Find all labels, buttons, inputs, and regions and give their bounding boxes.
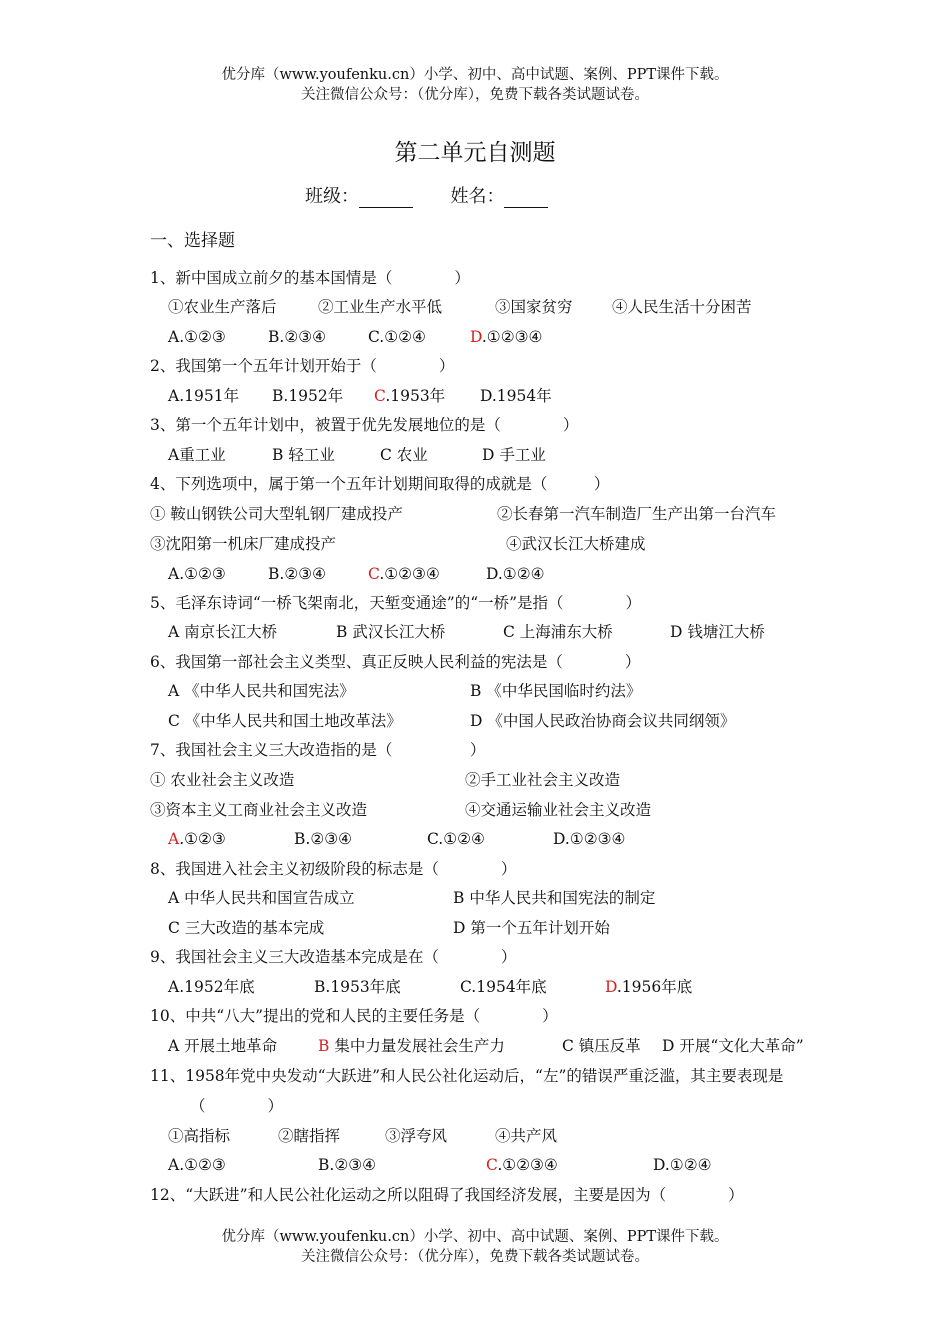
question-11-stem-continued: （ ） xyxy=(190,1097,284,1115)
class-blank[interactable] xyxy=(359,189,413,208)
answer-mark: D xyxy=(605,978,617,996)
page-title: 第二单元自测题 xyxy=(394,140,556,166)
q1-item: ①农业生产落后 xyxy=(168,298,277,316)
header-line-2: 关注微信公众号：（优分库），免费下载各类试题试卷。 xyxy=(301,87,649,103)
question-11-items xyxy=(0,1126,950,1146)
q11-item: ①高指标 xyxy=(168,1127,231,1145)
option-a[interactable]: A 《中华人民共和国宪法》 xyxy=(168,682,355,700)
option-c[interactable]: C.①②④ xyxy=(368,328,426,346)
q4-item-1: ① 鞍山钢铁公司大型轧钢厂建成投产 xyxy=(150,505,403,523)
q11-item: ②瞎指挥 xyxy=(278,1127,341,1145)
option-d[interactable]: D.①②④ xyxy=(653,1156,712,1174)
question-6-options-cd xyxy=(0,711,950,731)
option-d[interactable]: D 《中国人民政治协商会议共同纲领》 xyxy=(470,712,736,730)
option-c[interactable]: C 镇压反革 xyxy=(562,1037,641,1055)
option-d[interactable]: D.①②④ xyxy=(486,565,545,583)
answer-mark: D xyxy=(470,328,482,346)
question-9-stem: 9、我国社会主义三大改造基本完成是在（ ） xyxy=(150,948,517,966)
question-10-stem: 10、中共“八大”提出的党和人民的主要任务是（ ） xyxy=(150,1007,558,1025)
option-b[interactable]: B.1953年底 xyxy=(314,978,401,996)
option-d[interactable]: D 开展“文化大革命” xyxy=(662,1037,804,1055)
answer-mark: B xyxy=(318,1037,330,1055)
class-name-row xyxy=(305,182,548,208)
question-6-options-ab xyxy=(0,681,950,701)
section-heading: 一、选择题 xyxy=(150,231,235,251)
q7-item-2: ②手工业社会主义改造 xyxy=(465,771,621,789)
option-c[interactable]: C.1954年底 xyxy=(460,978,547,996)
option-c[interactable]: C.①②③④ xyxy=(486,1156,558,1174)
class-label: 班级： xyxy=(305,186,359,207)
q4-item-2: ②长春第一汽车制造厂生产出第一台汽车 xyxy=(497,505,777,523)
option-d[interactable]: D 第一个五年计划开始 xyxy=(453,919,610,937)
question-6-stem: 6、我国第一部社会主义类型、真正反映人民利益的宪法是（ ） xyxy=(150,653,641,671)
question-5-stem: 5、毛泽东诗词“一桥飞架南北，天堑变通途”的“一桥”是指（ ） xyxy=(150,594,642,612)
question-2-options xyxy=(0,386,950,406)
question-10-options xyxy=(0,1036,950,1056)
question-5-options xyxy=(0,622,950,642)
footer-line-2: 关注微信公众号：（优分库），免费下载各类试题试卷。 xyxy=(301,1249,649,1265)
option-b[interactable]: B 集中力量发展社会生产力 xyxy=(318,1037,505,1055)
answer-mark: C xyxy=(486,1156,498,1174)
option-a[interactable]: A.①②③ xyxy=(168,1156,226,1174)
option-a[interactable]: A.1952年底 xyxy=(168,978,255,996)
option-b[interactable]: B.②③④ xyxy=(268,565,327,583)
question-1-stem: 1、新中国成立前夕的基本国情是（ ） xyxy=(150,269,470,287)
question-7-options xyxy=(0,829,950,849)
option-b[interactable]: B 轻工业 xyxy=(272,446,335,464)
option-c[interactable]: C 《中华人民共和国土地改革法》 xyxy=(168,712,402,730)
question-1-options xyxy=(0,327,950,347)
option-c[interactable]: C 农业 xyxy=(380,446,428,464)
answer-mark: C xyxy=(374,387,386,405)
q7-item-1: ① 农业社会主义改造 xyxy=(150,771,295,789)
q1-item: ④人民生活十分困苦 xyxy=(612,298,752,316)
option-b[interactable]: B.②③④ xyxy=(318,1156,377,1174)
q11-item: ③浮夸风 xyxy=(385,1127,448,1145)
question-11-options xyxy=(0,1155,950,1175)
question-11-stem: 11、1958年党中央发动“大跃进”和人民公社化运动后，“左”的错误严重泛滥，其主要表现是 xyxy=(150,1067,784,1085)
question-12-stem: 12、“大跃进”和人民公社化运动之所以阻碍了我国经济发展，主要是因为（ ） xyxy=(150,1186,744,1204)
option-a[interactable]: A.①②③ xyxy=(168,830,226,848)
question-7-stem: 7、我国社会主义三大改造指的是（ ） xyxy=(150,741,486,759)
question-8-options-ab xyxy=(0,888,950,908)
option-c[interactable]: C 三大改造的基本完成 xyxy=(168,919,325,937)
option-a[interactable]: A重工业 xyxy=(168,446,226,464)
option-d[interactable]: D.①②③④ xyxy=(470,328,543,346)
option-a[interactable]: A 开展土地革命 xyxy=(168,1037,278,1055)
option-b[interactable]: B.②③④ xyxy=(268,328,327,346)
question-4-stem: 4、下列选项中，属于第一个五年计划期间取得的成就是（ ） xyxy=(150,475,610,493)
option-d[interactable]: D.①②③④ xyxy=(553,830,626,848)
option-d[interactable]: D.1956年底 xyxy=(605,978,693,996)
option-a[interactable]: A.①②③ xyxy=(168,328,226,346)
question-4-options xyxy=(0,564,950,584)
q11-item: ④共产风 xyxy=(495,1127,558,1145)
option-b[interactable]: B.②③④ xyxy=(294,830,353,848)
footer-line-1: 优分库（www.youfenku.cn）小学、初中、高中试题、案例、PPT课件下载。 xyxy=(221,1229,729,1245)
option-c[interactable]: C.1953年 xyxy=(374,387,446,405)
question-9-options xyxy=(0,977,950,997)
q7-item-4: ④交通运输业社会主义改造 xyxy=(465,801,652,819)
q4-item-4: ④武汉长江大桥建成 xyxy=(506,535,646,553)
q7-item-3: ③资本主义工商业社会主义改造 xyxy=(150,801,368,819)
question-8-stem: 8、我国进入社会主义初级阶段的标志是（ ） xyxy=(150,860,517,878)
option-a[interactable]: A 南京长江大桥 xyxy=(168,623,278,641)
question-8-options-cd xyxy=(0,918,950,938)
name-label: 姓名： xyxy=(450,186,505,207)
header-line-1: 优分库（www.youfenku.cn）小学、初中、高中试题、案例、PPT课件下载。 xyxy=(221,67,729,83)
question-3-options xyxy=(0,445,950,465)
option-c[interactable]: C 上海浦东大桥 xyxy=(503,623,613,641)
option-c[interactable]: C.①②③④ xyxy=(368,565,440,583)
q1-item: ②工业生产水平低 xyxy=(318,298,443,316)
answer-mark: A xyxy=(168,830,180,848)
option-d[interactable]: D.1954年 xyxy=(480,387,552,405)
option-d[interactable]: D 手工业 xyxy=(482,446,546,464)
option-a[interactable]: A.①②③ xyxy=(168,565,226,583)
question-1-items xyxy=(0,297,950,317)
q4-item-3: ③沈阳第一机床厂建成投产 xyxy=(150,535,337,553)
q1-item: ③国家贫穷 xyxy=(495,298,573,316)
option-b[interactable]: B 武汉长江大桥 xyxy=(336,623,446,641)
option-a[interactable]: A.1951年 xyxy=(168,387,240,405)
name-blank[interactable] xyxy=(504,189,548,208)
question-2-stem: 2、我国第一个五年计划开始于（ ） xyxy=(150,357,455,375)
option-c[interactable]: C.①②④ xyxy=(427,830,485,848)
answer-mark: C xyxy=(368,565,380,583)
option-b[interactable]: B 中华人民共和国宪法的制定 xyxy=(453,889,656,907)
option-b[interactable]: B.1952年 xyxy=(272,387,344,405)
option-a[interactable]: A 中华人民共和国宣告成立 xyxy=(168,889,355,907)
option-b[interactable]: B 《中华民国临时约法》 xyxy=(470,682,642,700)
option-d[interactable]: D 钱塘江大桥 xyxy=(670,623,765,641)
question-3-stem: 3、第一个五年计划中，被置于优先发展地位的是（ ） xyxy=(150,416,579,434)
